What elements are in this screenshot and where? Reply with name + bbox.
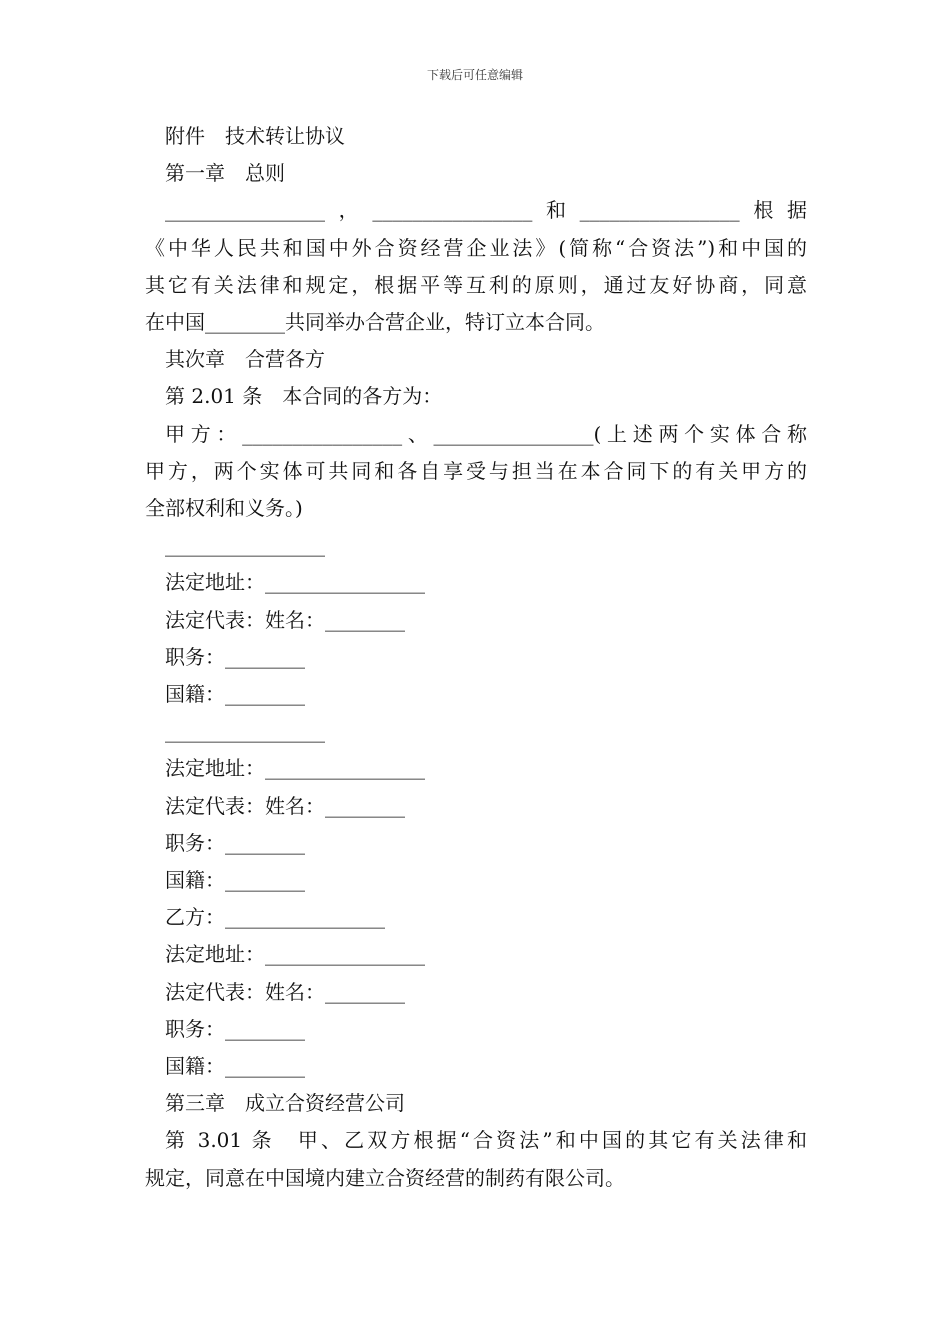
page-header: 下载后可任意编辑: [426, 68, 523, 82]
nationality-line: 国籍：________: [165, 1054, 305, 1079]
chapter-2-heading: 其次章 合营各方: [165, 347, 325, 372]
nationality-line: 国籍：________: [165, 868, 305, 893]
paragraph-line: 《中华人民共和国中外合资经营企业法》(简称“合资法”)和中国的: [145, 235, 807, 260]
article-3-01: 第 3.01 条 甲、乙双方根据“合资法”和中国的其它有关法律和: [165, 1128, 807, 1153]
position-line: 职务：________: [165, 1016, 305, 1041]
party-name-blank: ________________: [165, 533, 325, 558]
paragraph-line: ________________，________________和________________根据: [165, 198, 807, 223]
chapter-1-heading: 第一章 总则: [165, 161, 285, 186]
article-2-01: 第 2.01 条 本合同的各方为：: [165, 384, 443, 409]
legal-representative-line: 法定代表：姓名：________: [165, 607, 405, 632]
paragraph-line: 在中国________共同举办合营企业，特订立本合同。: [145, 310, 605, 335]
nationality-line: 国籍：________: [165, 682, 305, 707]
legal-representative-line: 法定代表：姓名：________: [165, 793, 405, 818]
annex-title: 附件 技术转让协议: [165, 124, 345, 148]
paragraph-line: 甲方，两个实体可共同和各自享受与担当在本合同下的有关甲方的: [145, 458, 807, 483]
legal-address-line: 法定地址：________________: [165, 756, 425, 781]
position-line: 职务：________: [165, 830, 305, 855]
chapter-3-heading: 第三章 成立合资经营公司: [165, 1091, 405, 1116]
paragraph-line: 全部权利和义务。): [145, 496, 303, 521]
party-name-blank: ________________: [165, 719, 325, 744]
paragraph-line: 其它有关法律和规定，根据平等互利的原则，通过友好协商，同意: [145, 272, 807, 297]
document-body: [145, 118, 807, 1197]
legal-address-line: 法定地址：________________: [165, 570, 425, 595]
paragraph-line: 甲方：________________、________________(上述两个实体合称: [165, 421, 807, 446]
position-line: 职务：________: [165, 644, 305, 669]
party-b-line: 乙方：________________: [165, 905, 385, 930]
legal-representative-line: 法定代表：姓名：________: [165, 979, 405, 1004]
legal-address-line: 法定地址：________________: [165, 942, 425, 967]
paragraph-line: 规定，同意在中国境内建立合资经营的制药有限公司。: [145, 1165, 625, 1190]
